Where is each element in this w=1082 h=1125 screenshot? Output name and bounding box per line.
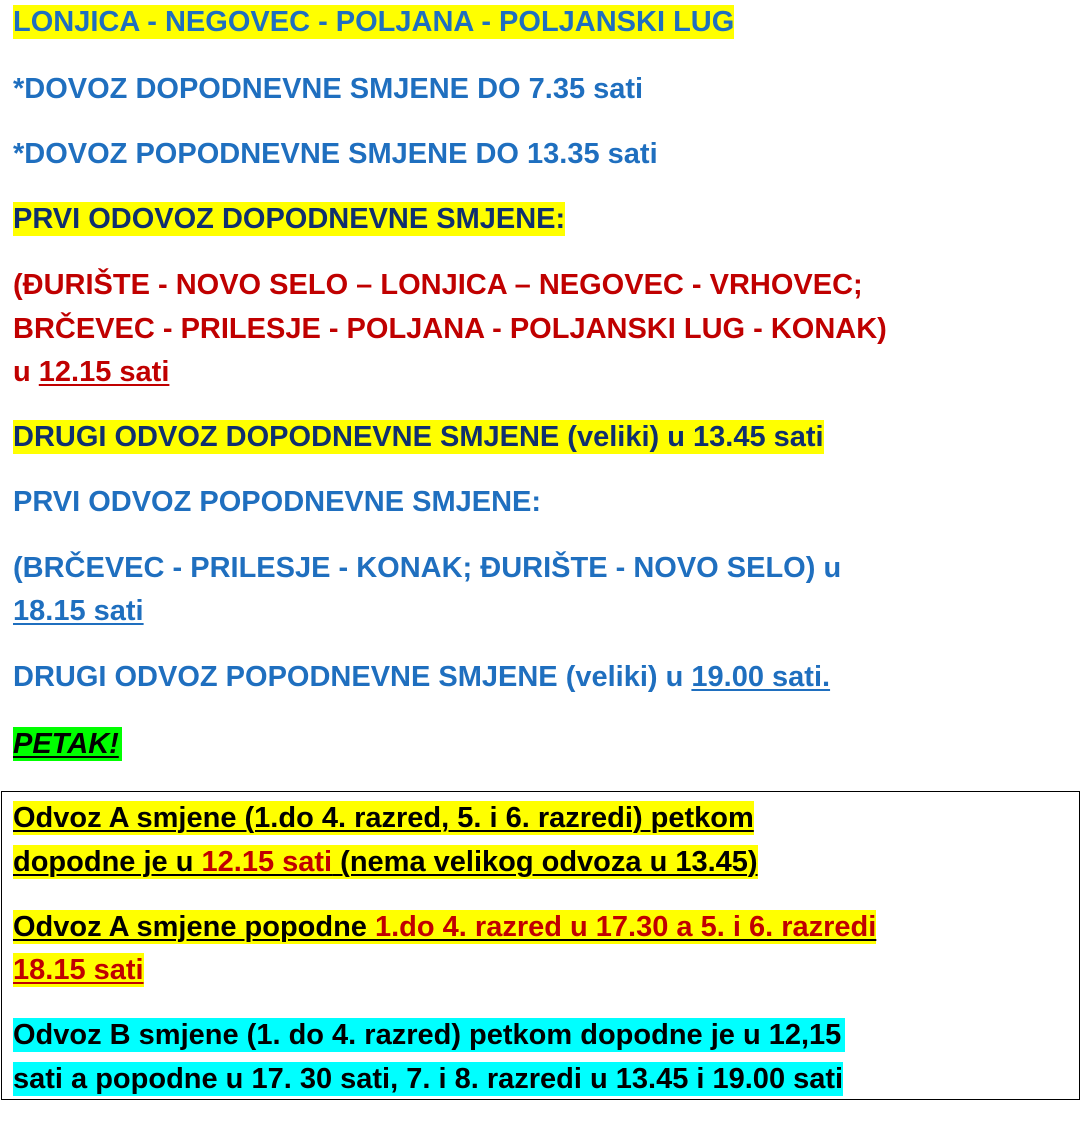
first-morning-time-line (13, 355, 169, 389)
first-afternoon-stops: (BRČEVEC - PRILESJE - KONAK; ĐURIŠTE - NOVO SELO) u (13, 552, 842, 584)
friday-a-morning-suffix: (nema velikog odvoza u 13.45) (332, 846, 758, 878)
friday-a-afternoon-line1 (13, 910, 876, 944)
first-afternoon-heading: PRVI ODVOZ POPODNEVNE SMJENE: (13, 486, 542, 518)
first-morning-stops-line1: (ĐURIŠTE - NOVO SELO – LONJICA – NEGOVEC - VRHOVEC; (13, 269, 863, 301)
second-afternoon-line (13, 660, 830, 694)
friday-schedule-box (1, 791, 1080, 1100)
friday-a-afternoon-prefix: Odvoz A smjene popodne (13, 911, 375, 943)
friday-a-morning-prefix: dopodne je u (13, 846, 202, 878)
friday-b-shift-line2: sati a popodne u 17. 30 sati, 7. i 8. razredi u 13.45 i 19.00 sati (13, 1063, 844, 1095)
friday-a-morning-line2 (13, 845, 758, 879)
friday-label: PETAK! (13, 727, 122, 761)
first-afternoon-time: 18.15 sati (13, 595, 144, 627)
friday-a-afternoon-line2: 18.15 sati (13, 954, 144, 986)
route-title: LONJICA - NEGOVEC - POLJANA - POLJANSKI LUG (13, 6, 735, 38)
afternoon-arrival: *DOVOZ POPODNEVNE SMJENE DO 13.35 sati (13, 138, 658, 170)
friday-a-afternoon-grades: 1.do 4. razred u 17.30 a 5. i 6. razredi (375, 911, 877, 943)
second-afternoon-time: 19.00 sati. (691, 661, 831, 693)
morning-arrival: *DOVOZ DOPODNEVNE SMJENE DO 7.35 sati (13, 73, 644, 105)
friday-a-morning-line1: Odvoz A smjene (1.do 4. razred, 5. i 6. razredi) petkom (13, 802, 754, 834)
friday-a-morning-time: 12.15 sati (201, 846, 333, 878)
second-morning-departure: DRUGI ODVOZ DOPODNEVNE SMJENE (veliki) u 13.45 sati (13, 421, 824, 453)
first-morning-time: 12.15 sati (38, 356, 170, 388)
first-morning-stops-line2: BRČEVEC - PRILESJE - POLJANA - POLJANSKI LUG - KONAK) (13, 313, 887, 345)
first-morning-heading: PRVI ODOVOZ DOPODNEVNE SMJENE: (13, 203, 566, 235)
friday-b-shift-line1: Odvoz B smjene (1. do 4. razred) petkom dopodne je u 12,15 (13, 1018, 845, 1052)
first-morning-prefix: u (13, 356, 39, 388)
second-afternoon-text: DRUGI ODVOZ POPODNEVNE SMJENE (veliki) u (13, 661, 692, 693)
